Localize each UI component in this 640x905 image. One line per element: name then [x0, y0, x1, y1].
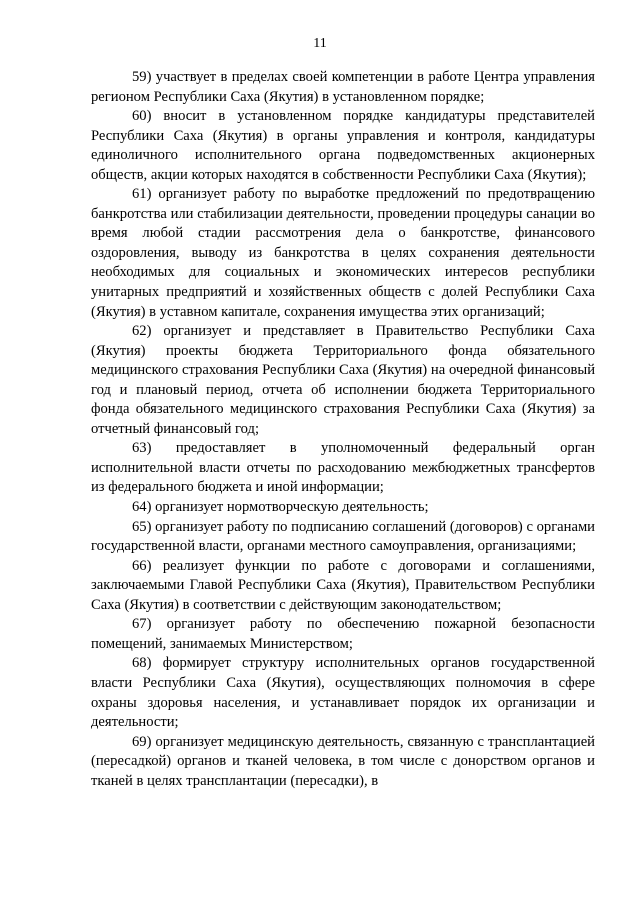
paragraph-65: 65) организует работу по подписанию соглашений (договоров) с органами государственной власти, органами местного самоуправления, организациями; — [91, 518, 595, 555]
paragraph-60: 60) вносит в установленном порядке кандидатуры представителей Республики Саха (Якутия) в органы управления и контроля, кандидатуры единоличного исполнительного органа подведомственных акционерных обществ, акции которых находятся в собственности Республики Саха (Якутия); — [91, 108, 595, 183]
paragraph-69: 69) организует медицинскую деятельность, связанную с трансплантацией (пересадкой) органов и тканей человека, в том числе с донорством органов и тканей в целях трансплантации (пересадки), в — [91, 733, 595, 789]
paragraph-59: 59) участвует в пределах своей компетенции в работе Центра управления регионом Республики Саха (Якутия) в установленном порядке; — [91, 69, 595, 105]
paragraph-66: 66) реализует функции по работе с договорами и соглашениями, заключаемыми Главой Республики Саха (Якутия), Правительством Республики Саха (Якутия) в соответствии с действующим законодательством; — [91, 557, 595, 613]
page-number: 11 — [313, 36, 327, 51]
paragraph-67: 67) организует работу по обеспечению пожарной безопасности помещений, занимаемых Министерством; — [91, 616, 595, 652]
document-body — [91, 68, 595, 791]
paragraph-63: 63) предоставляет в уполномоченный федеральный орган исполнительной власти отчеты по расходованию межбюджетных трансфертов из федерального бюджета и иной информации; — [91, 440, 595, 496]
paragraph-64: 64) организует нормотворческую деятельность; — [132, 499, 429, 516]
paragraph-61: 61) организует работу по выработке предложений по предотвращению банкротства или стабилизации деятельности, проведении процедуры санации во время любой стадии рассмотрения дела о банкротстве, финансового оздоровления, выводу из банкротства в целях сохранения деятельности необходимых для социальных и экономических интересов республики унитарных предприятий и хозяйственных обществ с долей Республики Саха (Якутия) в уставном капитале, сохранения имущества этих организаций; — [91, 186, 595, 320]
paragraph-68: 68) формирует структуру исполнительных органов государственной власти Республики Саха (Якутия), осуществляющих полномочия в сфере охраны здоровья населения, и устанавливает порядок их организации и деятельности; — [91, 655, 595, 731]
paragraph-62: 62) организует и представляет в Правительство Республики Саха (Якутия) проекты бюджета Территориального фонда обязательного медицинского страхования Республики Саха (Якутия) на очередной финансовый год и плановый период, отчета об исполнении бюджета Территориального фонда обязательного медицинского страхования Республики Саха (Якутия) за отчетный финансовый год; — [91, 323, 595, 437]
